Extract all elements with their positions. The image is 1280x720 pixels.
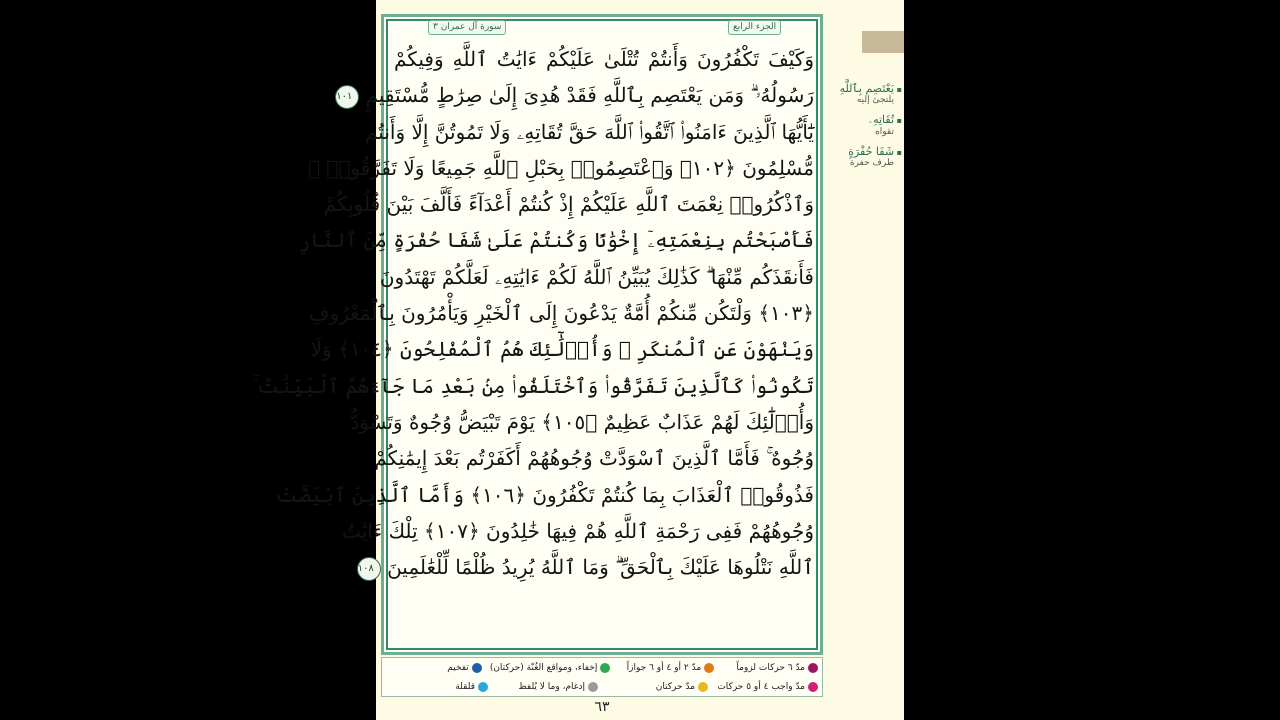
verse-line: مُّسْلِمُونَ ﴿١٠٢﴾ وَٱعْتَصِمُوا۟ بِحَبْلِ ٱللَّهِ جَمِيعًا وَلَا تَفَرَّقُوا۟ ۚ (308, 155, 814, 180)
verse-line: يَٰٓأَيُّهَا ٱلَّذِينَ ءَامَنُوا۟ ٱتَّقُوا۟ ٱللَّهَ حَقَّ تُقَاتِهِۦ وَلَا تَمُوتُنَّ إِلَّا وَأَنتُم (364, 119, 814, 144)
page-number: ٦٣ (594, 699, 610, 715)
verse-line: فَذُوقُوا۟ ٱلْعَذَابَ بِمَا كُنتُمْ تَكْفُرُونَ ﴿١٠٦﴾ وَأَمَّا ٱلَّذِينَ ٱبْيَضَّتْ (275, 482, 814, 507)
verse-line: وَأُو۟لَٰٓئِكَ لَهُمْ عَذَابٌ عَظِيمٌ ﴿١٠٥﴾ يَوْمَ تَبْيَضُّ وُجُوهٌ وَتَسْوَدُّ (350, 409, 814, 434)
glossary-word: ▪ تُقَاتِهِۦ (828, 113, 902, 127)
glossary-definition: يلتجئ إليه (856, 95, 894, 105)
glossary-margin (828, 82, 902, 176)
verse-line: تَكُونُوا۟ كَٱلَّذِينَ تَفَرَّقُوا۟ وَٱخْتَلَفُوا۟ مِنۢ بَعْدِ مَا جَآءَهُمُ ٱلْبَيِّنَٰتُ ۚ (252, 373, 814, 398)
bookmark-tab[interactable] (862, 31, 904, 53)
glossary-word: ▪ شَفَا حُفْرَةٍ (828, 145, 902, 158)
legend-item: مدّ ٦ حركات لزوماً (718, 663, 822, 673)
ayah-marker: ١٠١ (335, 85, 359, 109)
glossary-item (828, 82, 902, 105)
verse-line: وَٱذْكُرُوا۟ نِعْمَتَ ٱللَّهِ عَلَيْكُمْ إِذْ كُنتُمْ أَعْدَآءً فَأَلَّفَ بَيْنَ قُلُوبِكُمْ (323, 192, 814, 217)
verse-line: فَأَصْبَحْتُم بِنِعْمَتِهِۦٓ إِخْوَٰنًا وَكُنتُمْ عَلَىٰ شَفَا حُفْرَةٍ مِّنَ ٱلنَّارِ (298, 228, 814, 253)
color-dot-icon (698, 682, 708, 692)
verse-line: وُجُوهٌ ۚ فَأَمَّا ٱلَّذِينَ ٱسْوَدَّتْ وُجُوهُهُمْ أَكَفَرْتُم بَعْدَ إِيمَٰنِكُمْ (374, 446, 814, 471)
legend-item: مدّ واجب ٤ أو ٥ حركات (712, 682, 822, 692)
verse-lines (252, 41, 814, 585)
verse-line: رَسُولُهُۥ ۗ وَمَن يَعْتَصِم بِٱللَّهِ فَقَدْ هُدِىَ إِلَىٰ صِرَٰطٍ مُّسْتَقِيمٍ ١٠١ (336, 83, 814, 108)
color-dot-icon (478, 682, 488, 692)
glossary-item (828, 145, 902, 168)
color-dot-icon (808, 682, 818, 692)
page-header (398, 19, 812, 35)
verse-line: فَأَنقَذَكُم مِّنْهَا ۗ كَذَٰلِكَ يُبَيِّنُ ٱللَّهُ لَكُمْ ءَايَٰتِهِۦ لَعَلَّكُمْ تَهْتَدُونَ (379, 264, 814, 289)
glossary-definition: تقواه (875, 127, 894, 137)
glossary-item (828, 113, 902, 137)
verse-line: وَكَيْفَ تَكْفُرُونَ وَأَنتُمْ تُتْلَىٰ عَلَيْكُمْ ءَايَٰتُ ٱللَّهِ وَفِيكُمْ (394, 47, 814, 71)
mushaf-page (252, 0, 904, 720)
legend-item: تفخيم (382, 663, 486, 673)
verse-line: وَيَنْهَوْنَ عَنِ ٱلْمُنكَرِ ۚ وَأُو۟لَٰٓئِكَ هُمُ ٱلْمُفْلِحُونَ ﴿١٠٤﴾ وَلَا (310, 337, 814, 362)
legend-item: إخفاء، ومواقع الغُنّة (حركتان) (486, 663, 615, 673)
legend-item: إدغام، وما لا يُلفظ (492, 682, 602, 692)
legend-item: مدّ ٢ أو ٤ أو ٦ جوازاً (614, 663, 718, 673)
surah-label: سورة آل عمران ٣ (428, 20, 506, 35)
glossary-word: ▪ يَعْتَصِم بِٱللَّهِ (828, 82, 902, 95)
color-dot-icon (588, 682, 598, 692)
legend-item: مدّ حركتان (602, 682, 712, 692)
color-dot-icon (600, 663, 610, 673)
verse-line: ﴿١٠٣﴾ وَلْتَكُن مِّنكُمْ أُمَّةٌ يَدْعُونَ إِلَى ٱلْخَيْرِ وَيَأْمُرُونَ بِٱلْمَعْرُوفِ (308, 301, 814, 326)
color-dot-icon (472, 663, 482, 673)
tajweed-legend (381, 657, 823, 697)
ayah-marker: ١٠٨ (357, 557, 381, 581)
glossary-definition: طرف حفرة (849, 158, 894, 168)
page-frame (252, 14, 823, 655)
color-dot-icon (704, 663, 714, 673)
verse-line: ٱللَّهِ نَتْلُوهَا عَلَيْكَ بِٱلْحَقِّ ۗ وَمَا ٱللَّهُ يُرِيدُ ظُلْمًا لِّلْعَٰلَمِينَ ١٠٨ (357, 555, 814, 580)
color-dot-icon (808, 663, 818, 673)
juz-label: الجزء الرابع (728, 20, 781, 35)
legend-item: قلقلة (382, 682, 492, 692)
verse-line: وُجُوهُهُمْ فَفِى رَحْمَةِ ٱللَّهِ هُمْ فِيهَا خَٰلِدُونَ ﴿١٠٧﴾ تِلْكَ ءَايَٰتُ (342, 518, 814, 543)
